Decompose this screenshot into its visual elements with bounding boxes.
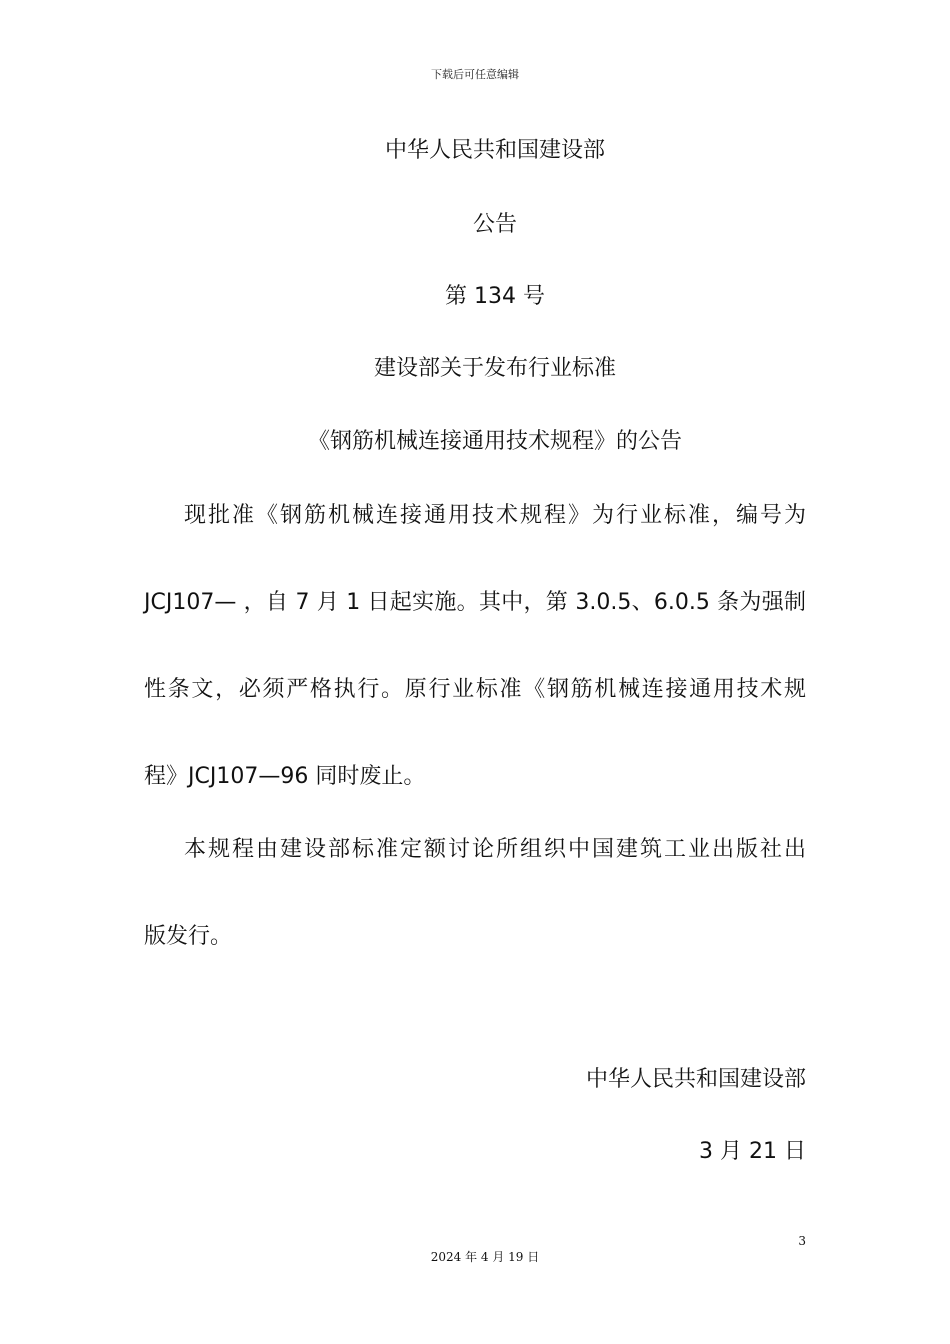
issuer-heading: 中华人民共和国建设部 [384, 138, 605, 163]
document-type-heading: 公告 [472, 212, 517, 237]
paragraph-line: 性条文，必须严格执行。原行业标准《钢筋机械连接通用技术规 [144, 677, 806, 702]
paragraph-line: JCJ107— ，自 7 月 1 日起实施。其中，第 3.0.5、6.0.5 条为强制 [144, 590, 806, 615]
footer-date: 2024 年 4 月 19 日 [430, 1250, 540, 1264]
paragraph-line: 程》JCJ107—96 同时废止。 [144, 764, 426, 789]
page-number: 3 [798, 1234, 806, 1248]
signature-date: 3 月 21 日 [699, 1139, 806, 1164]
signature-issuer: 中华人民共和国建设部 [585, 1067, 806, 1092]
subject-heading-line-2: 《钢筋机械连接通用技术规程》的公告 [307, 429, 682, 454]
announcement-number: 第 134 号 [445, 284, 545, 309]
page-header-note: 下载后可任意编辑 [431, 68, 519, 81]
paragraph-line: 现批准《钢筋机械连接通用技术规程》为行业标准，编号为 [184, 503, 806, 528]
subject-heading-line-1: 建设部关于发布行业标准 [373, 356, 616, 381]
paragraph-line: 版发行。 [144, 924, 233, 949]
paragraph-line: 本规程由建设部标准定额讨论所组织中国建筑工业出版社出 [184, 837, 806, 862]
